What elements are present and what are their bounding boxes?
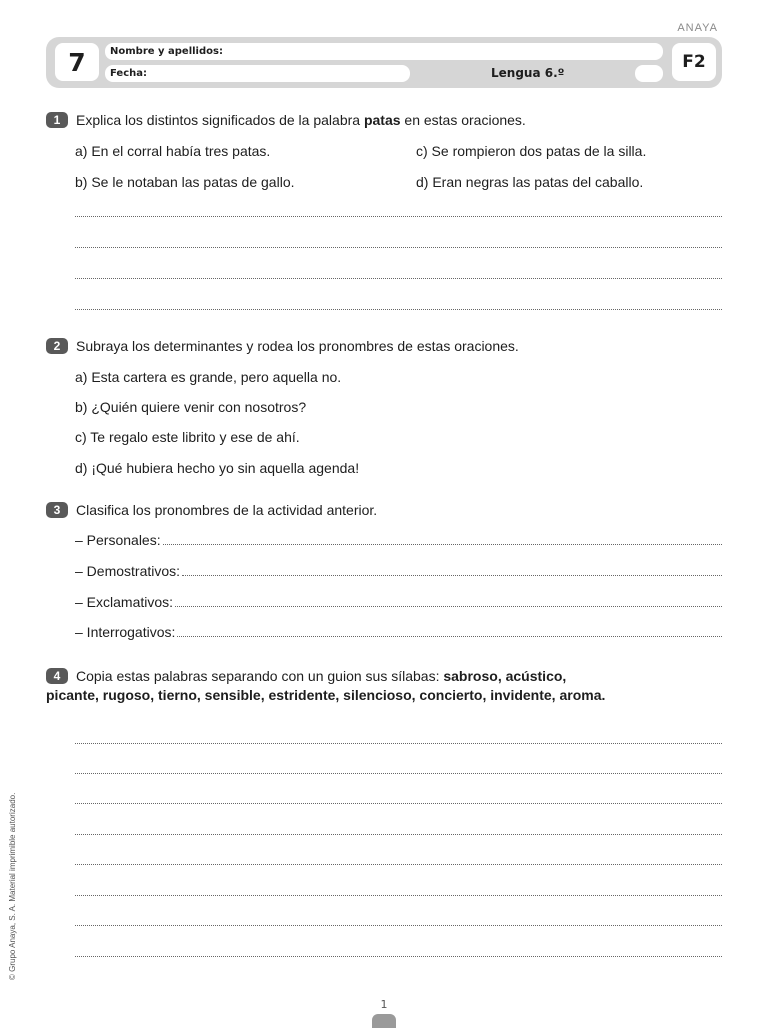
answer-line[interactable] (75, 803, 722, 804)
q2-item-d: d) ¡Qué hubiera hecho yo sin aquella agenda! (75, 460, 360, 476)
question-text: Clasifica los pronombres de la actividad anterior. (76, 502, 378, 518)
q2-item-a: a) Esta cartera es grande, pero aquella no. (75, 369, 342, 385)
classification-row[interactable] (75, 594, 722, 610)
answer-line[interactable] (75, 956, 722, 957)
q1-item-a: a) En el corral había tres patas. (75, 143, 271, 159)
answer-line[interactable] (175, 606, 722, 607)
extra-field[interactable] (635, 65, 663, 82)
unit-number: 7 (55, 43, 99, 81)
keyword: patas (363, 112, 401, 128)
question-number: 1 (46, 112, 68, 128)
subject-label: Lengua 6.º (491, 66, 565, 80)
date-label: Fecha: (110, 68, 148, 79)
answer-line[interactable] (75, 773, 722, 774)
question-2-prompt (46, 338, 519, 354)
worksheet-header (46, 37, 722, 88)
answer-line[interactable] (75, 834, 722, 835)
question-number: 3 (46, 502, 68, 518)
classification-row[interactable] (75, 563, 722, 579)
name-label: Nombre y apellidos: (110, 46, 223, 57)
answer-line[interactable] (75, 309, 722, 310)
question-1-prompt (46, 112, 526, 128)
question-number: 2 (46, 338, 68, 354)
classification-label: – Exclamativos: (75, 594, 174, 610)
answer-line[interactable] (75, 864, 722, 865)
q1-item-b: b) Se le notaban las patas de gallo. (75, 174, 295, 190)
answer-line[interactable] (75, 925, 722, 926)
q1-item-d: d) Eran negras las patas del caballo. (416, 174, 644, 190)
answer-line[interactable] (75, 247, 722, 248)
classification-label: – Demostrativos: (75, 563, 181, 579)
worksheet-code: F2 (672, 43, 716, 81)
answer-line[interactable] (163, 544, 722, 545)
classification-row[interactable] (75, 624, 722, 640)
question-text: Subraya los determinantes y rodea los pronombres de estas oraciones. (76, 338, 519, 354)
answer-line[interactable] (75, 895, 722, 896)
name-field[interactable] (105, 43, 663, 60)
answer-line[interactable] (182, 575, 722, 576)
date-field[interactable] (105, 65, 410, 82)
q2-item-c: c) Te regalo este librito y ese de ahí. (75, 429, 300, 445)
question-text: en estas oraciones. (400, 112, 526, 128)
classification-row[interactable] (75, 532, 722, 548)
question-text: Explica los distintos significados de la palabra (76, 112, 364, 128)
q1-item-c: c) Se rompieron dos patas de la silla. (416, 143, 647, 159)
answer-line[interactable] (75, 216, 722, 217)
word-list: sabroso, acústico, picante, rugoso, tierno, sensible, estridente, silencioso, concierto, invidente, aroma. (46, 668, 606, 703)
classification-label: – Personales: (75, 532, 161, 548)
answer-line[interactable] (75, 278, 722, 279)
copyright-notice: © Grupo Anaya, S. A. Material imprimible autorizado. (8, 792, 17, 980)
question-number: 4 (46, 668, 68, 684)
question-4-prompt (46, 667, 616, 705)
question-text: Copia estas palabras separando con un guion sus sílabas: (76, 668, 444, 684)
page-number: 1 (380, 998, 388, 1011)
answer-line[interactable] (177, 636, 722, 637)
classification-label: – Interrogativos: (75, 624, 176, 640)
publisher-logo: ANAYA (677, 22, 718, 34)
q2-item-b: b) ¿Quién quiere venir con nosotros? (75, 399, 307, 415)
answer-line[interactable] (75, 743, 722, 744)
page-tab (372, 1014, 396, 1028)
question-3-prompt (46, 502, 377, 518)
